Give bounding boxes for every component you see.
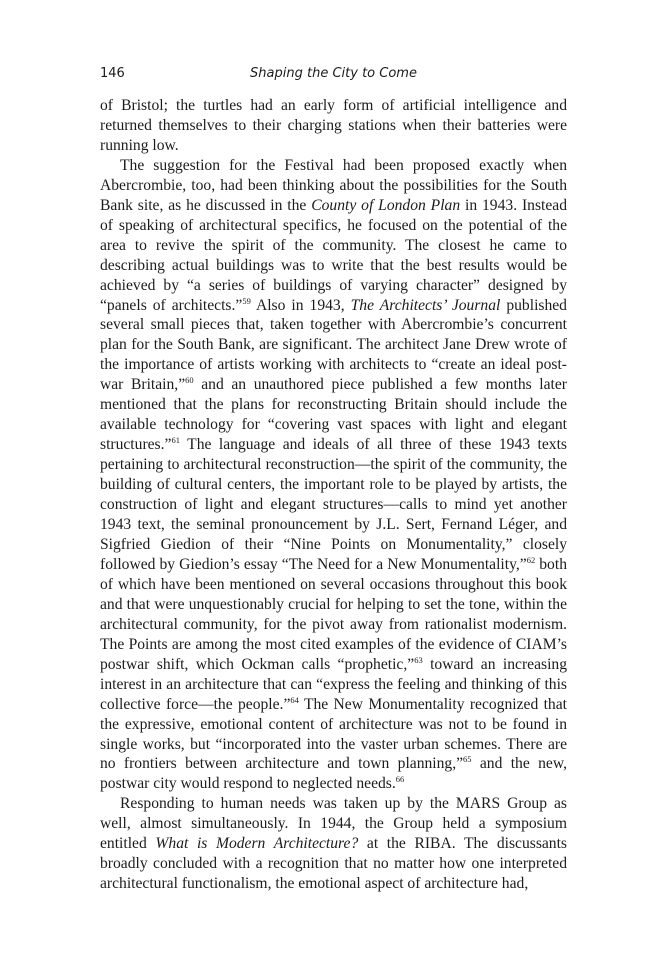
footnote-ref: 63	[414, 654, 423, 665]
text-run: The suggestion for the Festival had been proposed exactly when Abercrombie, too, had been thinking about the possibilities for the South Bank site, as he discussed in the	[100, 156, 567, 214]
italic-title: County of London Plan	[311, 196, 461, 214]
running-head: Shaping the City to Come	[250, 66, 417, 81]
text-run: Responding to human needs was taken up by the MARS Group as well, almost simultaneously. In 1944, the Group held a symposium entitled	[100, 795, 567, 853]
footnote-ref: 60	[185, 375, 194, 386]
italic-title: The Architects’ Journal	[350, 296, 501, 314]
page-header	[100, 66, 567, 86]
footnote-ref: 66	[395, 774, 405, 785]
text-run: and the new, postwar city would respond to neglected needs.	[100, 755, 567, 793]
body-text	[100, 96, 567, 894]
footnote-ref: 64	[290, 694, 299, 705]
page-number: 146	[100, 66, 125, 81]
footnote-ref: 61	[171, 435, 180, 446]
text-run: both of which have been mentioned on several occasions throughout this book and that were unquestionably crucial for helping to set the tone, within the architectural community, for the pivot away from rationalist modernism. The Points are among the most cited examples of the evidence of CIAM’s postwar shift, which Ockman calls “prophetic,”	[100, 555, 567, 673]
paragraph	[100, 794, 567, 894]
paragraph	[100, 96, 567, 156]
text-run: in 1943. Instead of speaking of architectural specifics, he focused on the potential of the area to revive the spirit of the community. The closest he came to describing actual buildings was to write that the best results would be achieved by “a series of buildings of varying character” designed by “panels of architects.”	[100, 196, 567, 314]
text-run: The New Monumentality recognized that the expressive, emotional content of architecture was not to be found in single works, but “incorporated into the vaster urban schemes. There are no frontiers between architecture and town planning,”	[100, 695, 567, 773]
footnote-ref: 62	[526, 554, 536, 565]
text-run: Also in 1943,	[250, 296, 351, 314]
text-run: published several small pieces that, taken together with Abercrombie’s concurrent plan for the South Bank, are significant. The architect Jane Drew wrote of the importance of artists working with architects to “create an ideal post-war Britain,”	[100, 296, 567, 394]
text-run: at the RIBA. The discussants broadly concluded with a recognition that no matter how one interpreted architectural functionalism, the emotional aspect of architecture had,	[100, 835, 568, 893]
text-run: and an unauthored piece published a few months later mentioned that the plans for reconstructing Britain should include the available technology for “covering vast spaces with light and elegant structures.”	[100, 376, 567, 454]
italic-title: What is Modern Architecture?	[155, 835, 359, 853]
paragraph	[100, 156, 567, 795]
text-run: toward an increasing interest in an architecture that can “express the feeling and thinking of this collective force—the people.”	[100, 655, 568, 713]
footnote-ref: 65	[463, 754, 472, 765]
footnote-ref: 59	[242, 295, 251, 306]
text-run: The language and ideals of all three of these 1943 texts pertaining to architectural reconstruction—the spirit of the community, the building of cultural centers, the important role to be played by artists, the construction of light and elegant structures—calls to mind yet another 1943 text, the seminal pronouncement by J.L. Sert, Fernand Léger, and Sigfried Giedion of their “Nine Points on Monumentality,” closely followed by Giedion’s essay “The Need for a New Monumentality,”	[100, 436, 567, 573]
text-run: of Bristol; the turtles had an early form of artificial intelligence and returned themselves to their charging stations when their batteries were running low.	[100, 97, 567, 154]
